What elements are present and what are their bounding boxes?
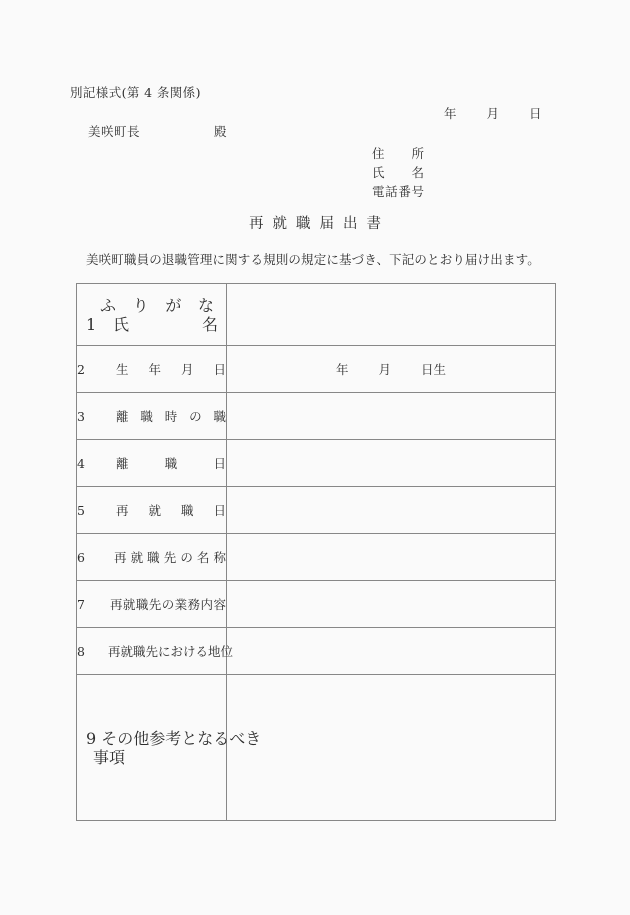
row-value-cell-7[interactable] xyxy=(227,581,556,628)
row-label-text-2: 生年月日 xyxy=(116,362,226,377)
row-label-7 xyxy=(77,595,226,613)
table-row xyxy=(77,628,556,675)
row-label-6 xyxy=(77,548,226,566)
addressee-name: 美咲町長 xyxy=(88,124,141,139)
row-label-cell-9 xyxy=(77,675,262,821)
row-label-cell-7 xyxy=(77,581,227,628)
addressee xyxy=(88,122,227,140)
row-label-cell-6 xyxy=(77,534,227,581)
row-value-cell-6[interactable] xyxy=(227,534,556,581)
row-number-6: 6 xyxy=(77,550,85,565)
row-label-2 xyxy=(77,360,226,378)
row-label-cell-2 xyxy=(77,346,227,393)
submitter-address-label: 住所 xyxy=(372,146,424,161)
furigana-label: ふりがな xyxy=(100,295,214,315)
table-row xyxy=(77,534,556,581)
table-row xyxy=(77,581,556,628)
intro-text: 美咲町職員の退職管理に関する規則の規定に基づき、下記のとおり届け出ます。 xyxy=(86,252,540,267)
row-label-4 xyxy=(77,454,226,472)
row-number-5: 5 xyxy=(77,503,85,518)
row-label-text-6: 再就職先の名称 xyxy=(114,550,226,565)
row-number-8: 8 xyxy=(77,644,85,659)
row-number-9: 9 xyxy=(86,728,97,748)
row-number-3: 3 xyxy=(77,409,85,424)
table-row xyxy=(77,284,556,346)
row-value-cell-8[interactable] xyxy=(227,628,556,675)
date-year-label: 年 xyxy=(444,106,457,121)
row-value-cell-2[interactable] xyxy=(227,346,556,393)
row-value-cell-9[interactable] xyxy=(227,675,556,821)
row-label-text-4: 離職日 xyxy=(116,456,226,471)
form-table xyxy=(76,283,556,821)
row-number-1: 1 xyxy=(86,314,97,334)
submitter-name-label: 氏名 xyxy=(372,165,424,180)
row-label-cell-8 xyxy=(77,628,234,675)
row-label-text-3: 離職時の職 xyxy=(116,409,226,424)
row-value-cell-1[interactable] xyxy=(227,284,556,346)
submitter-block xyxy=(372,144,424,201)
table-row xyxy=(77,440,556,487)
row-label-text-9: その他参考となるべき xyxy=(101,728,262,748)
row-label-1 xyxy=(86,316,218,333)
row-label-9-line1 xyxy=(86,728,262,748)
addressee-honorific: 殿 xyxy=(214,124,227,139)
birth-year-label: 年 xyxy=(336,362,349,377)
submitter-address-row xyxy=(372,144,424,163)
table-row xyxy=(77,393,556,440)
row-label-text-5: 再就職日 xyxy=(116,503,226,518)
form-number: 別記様式(第 4 条関係) xyxy=(70,85,201,100)
row-number-7: 7 xyxy=(77,597,85,612)
table-row xyxy=(77,675,556,821)
row-label-cell-4 xyxy=(77,440,227,487)
row-value-cell-5[interactable] xyxy=(227,487,556,534)
row-label-cell-1 xyxy=(77,284,227,346)
row-label-5 xyxy=(77,501,226,519)
birth-day-label: 日生 xyxy=(420,362,446,377)
row-value-cell-4[interactable] xyxy=(227,440,556,487)
date-line xyxy=(444,104,541,122)
submitter-phone-label: 電話番号 xyxy=(372,184,424,199)
submitter-name-row xyxy=(372,163,424,182)
page-title: 再就職届出書 xyxy=(249,216,390,232)
row-label-cell-3 xyxy=(77,393,227,440)
row-value-cell-3[interactable] xyxy=(227,393,556,440)
row-label-3 xyxy=(77,407,226,425)
row-number-4: 4 xyxy=(77,456,85,471)
date-month-label: 月 xyxy=(486,106,499,121)
row-label-8 xyxy=(77,642,234,660)
row-label-text-7: 再就職先の業務内容 xyxy=(110,597,226,612)
submitter-phone-row xyxy=(372,182,424,201)
row-label-text-1: 氏名 xyxy=(113,314,218,334)
row-label-9-line2: 事項 xyxy=(93,747,126,767)
table-row xyxy=(77,346,556,393)
row-label-text-8: 再就職先における地位 xyxy=(108,644,234,659)
date-day-label: 日 xyxy=(528,106,542,121)
table-row xyxy=(77,487,556,534)
birth-month-label: 月 xyxy=(378,362,391,377)
row-number-2: 2 xyxy=(77,362,85,377)
row-label-cell-5 xyxy=(77,487,227,534)
